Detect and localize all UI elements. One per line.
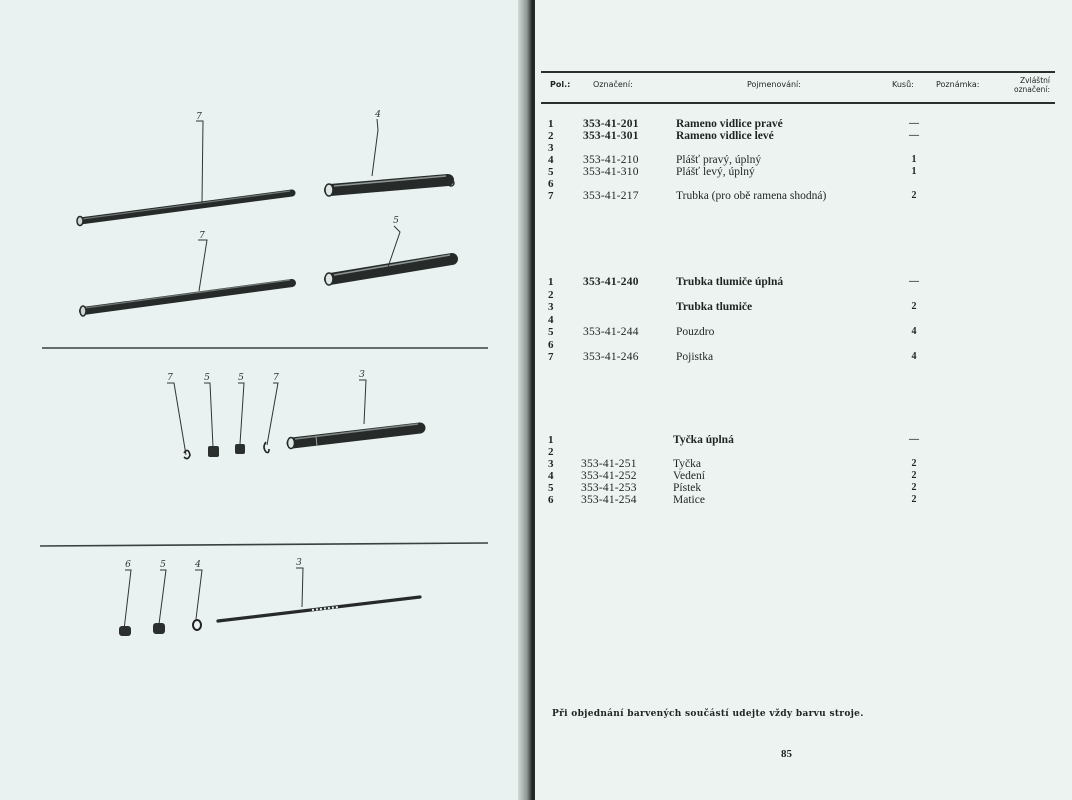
header-zvlastni bbox=[1000, 76, 1050, 94]
part-quantity: 2 bbox=[911, 301, 917, 312]
part-code: 353-41-301 bbox=[583, 130, 639, 142]
part-name: Trubka tlumiče úplná bbox=[676, 276, 784, 288]
damper-tube bbox=[288, 424, 421, 449]
table-row bbox=[545, 470, 1055, 482]
part-position: 4 bbox=[548, 313, 554, 326]
label-7d: 7 bbox=[273, 373, 279, 383]
part-name: Tyčka úplná bbox=[673, 434, 734, 446]
part-quantity: — bbox=[909, 434, 919, 445]
part-code: 353-41-210 bbox=[583, 154, 639, 166]
table-row bbox=[545, 154, 1055, 166]
label-4b: 4 bbox=[195, 560, 201, 570]
sleeve-left-lower bbox=[325, 255, 452, 285]
part-position: 6 bbox=[548, 338, 554, 351]
header-pol: Pol.: bbox=[550, 80, 571, 89]
footnote: Při objednání barvených součástí udejte vždy barvu stroje. bbox=[552, 709, 864, 719]
label-5a: 5 bbox=[393, 216, 399, 226]
part-quantity: 4 bbox=[911, 351, 917, 362]
label-6: 6 bbox=[125, 560, 131, 570]
part-position: 7 bbox=[548, 351, 554, 363]
parts-group-damper-tube bbox=[545, 276, 1055, 364]
part-position: 4 bbox=[548, 154, 554, 166]
table-row bbox=[545, 434, 1055, 446]
part-position: 5 bbox=[548, 326, 554, 338]
part-code: 353-41-201 bbox=[583, 118, 639, 130]
part-name: Matice bbox=[673, 494, 705, 506]
table-top-rule bbox=[541, 71, 1055, 73]
header-pojmenovani: Pojmenování: bbox=[747, 80, 801, 89]
bushing-part bbox=[208, 446, 219, 457]
part-quantity: 2 bbox=[911, 494, 917, 505]
left-page-illustrations bbox=[0, 0, 525, 800]
circlip-part-2 bbox=[264, 442, 269, 453]
table-row bbox=[545, 142, 1055, 154]
parts-group-fork-arms bbox=[545, 118, 1055, 202]
part-position: 1 bbox=[548, 434, 554, 446]
table-row bbox=[545, 130, 1055, 142]
part-quantity: — bbox=[909, 118, 919, 129]
table-row bbox=[545, 276, 1055, 289]
part-quantity: — bbox=[909, 130, 919, 141]
part-position: 2 bbox=[548, 130, 554, 142]
table-row bbox=[545, 314, 1055, 327]
label-5d: 5 bbox=[160, 560, 166, 570]
part-name: Trubka tlumiče bbox=[676, 301, 753, 313]
header-oznaceni: Označení: bbox=[593, 80, 633, 89]
part-name: Vedení bbox=[673, 470, 705, 482]
table-row bbox=[545, 339, 1055, 352]
table-row bbox=[545, 458, 1055, 470]
part-name: Rameno vidlice levé bbox=[676, 130, 774, 142]
label-7a: 7 bbox=[196, 112, 202, 122]
label-4: 4 bbox=[375, 110, 381, 120]
table-row bbox=[545, 178, 1055, 190]
part-position: 5 bbox=[548, 166, 554, 178]
label-7b: 7 bbox=[199, 231, 205, 241]
part-quantity: 1 bbox=[911, 166, 917, 177]
exploded-parts-drawing bbox=[0, 0, 525, 800]
part-position: 3 bbox=[548, 458, 554, 470]
part-name: Pístek bbox=[673, 482, 702, 494]
part-name: Pojistka bbox=[676, 351, 714, 363]
fork-tube-upper bbox=[77, 191, 292, 226]
part-name: Plášť pravý, úplný bbox=[676, 154, 762, 166]
part-quantity: 4 bbox=[911, 326, 917, 337]
part-position: 3 bbox=[548, 142, 554, 154]
part-code: 353-41-252 bbox=[581, 470, 637, 482]
label-7c: 7 bbox=[167, 373, 173, 383]
part-position: 1 bbox=[548, 276, 554, 288]
guide-part bbox=[193, 620, 201, 630]
part-position: 2 bbox=[548, 446, 554, 458]
table-row bbox=[545, 301, 1055, 314]
part-position: 5 bbox=[548, 482, 554, 494]
bushing-part-2 bbox=[235, 444, 245, 454]
part-quantity: 2 bbox=[911, 190, 917, 201]
part-quantity: — bbox=[909, 276, 919, 287]
part-position: 1 bbox=[548, 118, 554, 130]
part-code: 353-41-254 bbox=[581, 494, 637, 506]
part-position: 3 bbox=[548, 301, 554, 313]
part-position: 7 bbox=[548, 190, 554, 202]
table-row bbox=[545, 289, 1055, 302]
table-row bbox=[545, 190, 1055, 202]
part-position: 2 bbox=[548, 288, 554, 301]
table-row bbox=[545, 166, 1055, 178]
damper-rod bbox=[218, 597, 420, 621]
part-code: 353-41-246 bbox=[583, 351, 639, 363]
part-quantity: 2 bbox=[911, 482, 917, 493]
part-quantity: 2 bbox=[911, 470, 917, 481]
header-poznamka: Poznámka: bbox=[936, 80, 980, 89]
part-code: 353-41-240 bbox=[583, 276, 639, 288]
table-row bbox=[545, 446, 1055, 458]
table-header-rule bbox=[541, 102, 1055, 104]
part-position: 6 bbox=[548, 494, 554, 506]
label-3b: 3 bbox=[296, 558, 302, 568]
part-code: 353-41-253 bbox=[581, 482, 637, 494]
fork-tube-lower bbox=[80, 280, 292, 316]
part-quantity: 2 bbox=[911, 458, 917, 469]
page-number: 85 bbox=[781, 748, 792, 760]
sleeve-right-upper bbox=[325, 176, 454, 196]
header-kusu: Kusů: bbox=[892, 80, 914, 89]
part-code: 353-41-251 bbox=[581, 458, 637, 470]
part-name: Plášť levý, úplný bbox=[676, 166, 755, 178]
part-code: 353-41-244 bbox=[583, 326, 639, 338]
part-code: 353-41-217 bbox=[583, 190, 639, 202]
part-name: Pouzdro bbox=[676, 326, 715, 338]
table-row bbox=[545, 494, 1055, 506]
part-quantity: 1 bbox=[911, 154, 917, 165]
part-code: 353-41-310 bbox=[583, 166, 639, 178]
label-3a: 3 bbox=[359, 370, 365, 380]
table-row bbox=[545, 351, 1055, 364]
circlip-part bbox=[184, 450, 190, 458]
table-row bbox=[545, 118, 1055, 130]
header-zvlastni-line2: označení: bbox=[1014, 85, 1050, 94]
part-position: 6 bbox=[548, 178, 554, 190]
part-position: 4 bbox=[548, 470, 554, 482]
part-name: Rameno vidlice pravé bbox=[676, 118, 783, 130]
nut-part bbox=[119, 626, 131, 636]
table-row bbox=[545, 326, 1055, 339]
header-zvlastni-line1: Zvláštní bbox=[1020, 76, 1050, 85]
piston-part bbox=[153, 623, 165, 634]
parts-group-rod bbox=[545, 434, 1055, 506]
label-5c: 5 bbox=[238, 373, 244, 383]
part-name: Tyčka bbox=[673, 458, 701, 470]
label-5b: 5 bbox=[204, 373, 210, 383]
table-row bbox=[545, 482, 1055, 494]
part-name: Trubka (pro obě ramena shodná) bbox=[676, 190, 827, 202]
